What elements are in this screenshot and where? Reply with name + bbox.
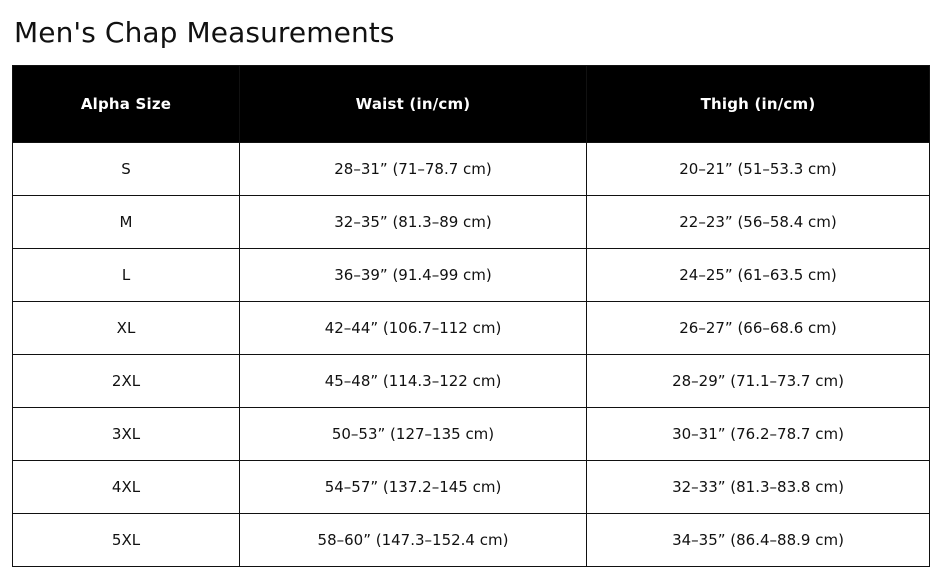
cell-waist: 28–31” (71–78.7 cm) bbox=[240, 143, 587, 196]
table-row bbox=[13, 143, 930, 196]
table-header bbox=[13, 66, 930, 143]
cell-thigh: 24–25” (61–63.5 cm) bbox=[587, 249, 930, 302]
cell-thigh: 28–29” (71.1–73.7 cm) bbox=[587, 355, 930, 408]
cell-alpha-size: 4XL bbox=[13, 461, 240, 514]
cell-waist: 54–57” (137.2–145 cm) bbox=[240, 461, 587, 514]
cell-thigh: 30–31” (76.2–78.7 cm) bbox=[587, 408, 930, 461]
table-row bbox=[13, 302, 930, 355]
cell-alpha-size: 3XL bbox=[13, 408, 240, 461]
table-row bbox=[13, 514, 930, 567]
table-row bbox=[13, 249, 930, 302]
table-row bbox=[13, 196, 930, 249]
cell-alpha-size: 2XL bbox=[13, 355, 240, 408]
column-header-alpha-size: Alpha Size bbox=[13, 66, 240, 143]
cell-waist: 36–39” (91.4–99 cm) bbox=[240, 249, 587, 302]
cell-waist: 32–35” (81.3–89 cm) bbox=[240, 196, 587, 249]
table-header-row bbox=[13, 66, 930, 143]
cell-waist: 42–44” (106.7–112 cm) bbox=[240, 302, 587, 355]
table-body bbox=[13, 143, 930, 567]
table-row bbox=[13, 355, 930, 408]
cell-thigh: 32–33” (81.3–83.8 cm) bbox=[587, 461, 930, 514]
table-row bbox=[13, 461, 930, 514]
size-chart-page bbox=[0, 10, 932, 580]
cell-thigh: 22–23” (56–58.4 cm) bbox=[587, 196, 930, 249]
measurements-table bbox=[12, 65, 930, 567]
column-header-thigh: Thigh (in/cm) bbox=[587, 66, 930, 143]
cell-alpha-size: L bbox=[13, 249, 240, 302]
cell-alpha-size: XL bbox=[13, 302, 240, 355]
cell-alpha-size: S bbox=[13, 143, 240, 196]
cell-thigh: 34–35” (86.4–88.9 cm) bbox=[587, 514, 930, 567]
cell-waist: 50–53” (127–135 cm) bbox=[240, 408, 587, 461]
column-header-waist: Waist (in/cm) bbox=[240, 66, 587, 143]
cell-waist: 45–48” (114.3–122 cm) bbox=[240, 355, 587, 408]
cell-alpha-size: M bbox=[13, 196, 240, 249]
cell-waist: 58–60” (147.3–152.4 cm) bbox=[240, 514, 587, 567]
cell-thigh: 26–27” (66–68.6 cm) bbox=[587, 302, 930, 355]
cell-alpha-size: 5XL bbox=[13, 514, 240, 567]
table-row bbox=[13, 408, 930, 461]
size-table-container bbox=[12, 65, 920, 567]
page-title: Men's Chap Measurements bbox=[14, 16, 395, 49]
cell-thigh: 20–21” (51–53.3 cm) bbox=[587, 143, 930, 196]
